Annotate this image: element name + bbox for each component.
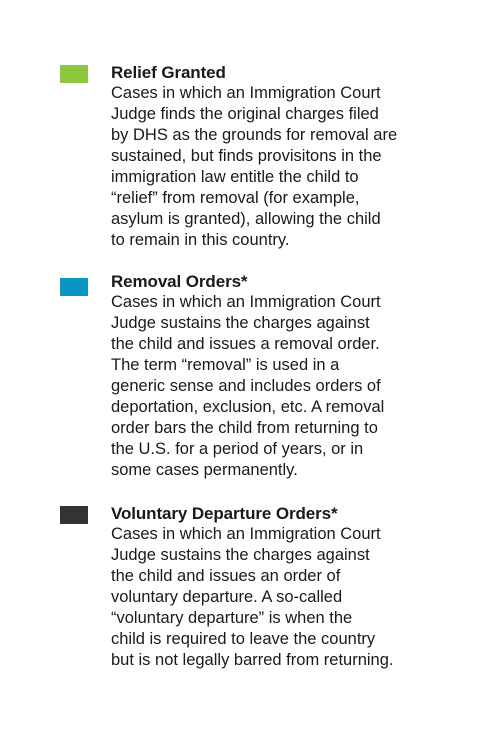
description-line: voluntary departure. A so-called xyxy=(111,588,343,606)
description-line: Cases in which an Immigration Court xyxy=(111,293,381,311)
description-line: deportation, exclusion, etc. A removal xyxy=(111,398,385,416)
entry-description xyxy=(111,292,441,481)
description-line: the child and issues a removal order. xyxy=(111,335,380,353)
description-line: order bars the child from returning to xyxy=(111,419,378,437)
description-line: Judge finds the original charges filed xyxy=(111,105,379,123)
description-line: “relief” from removal (for example, xyxy=(111,189,360,207)
description-line: Judge sustains the charges against xyxy=(111,546,370,564)
entry-title: Relief Granted xyxy=(111,63,226,82)
description-line: asylum is granted), allowing the child xyxy=(111,210,381,228)
description-line: the U.S. for a period of years, or in xyxy=(111,440,364,458)
voluntary-departure-text xyxy=(111,503,441,671)
description-line: child is required to leave the country xyxy=(111,630,376,648)
description-line: sustained, but finds provisitons in the xyxy=(111,147,382,165)
description-line: to remain in this country. xyxy=(111,231,290,249)
description-line: by DHS as the grounds for removal are xyxy=(111,126,398,144)
removal-orders-swatch xyxy=(60,278,88,296)
relief-granted-text xyxy=(111,62,441,251)
description-line: some cases permanently. xyxy=(111,461,298,479)
description-line: the child and issues an order of xyxy=(111,567,341,585)
description-line: “voluntary departure” is when the xyxy=(111,609,353,627)
entry-description xyxy=(111,83,441,251)
description-line: The term “removal” is used in a xyxy=(111,356,340,374)
voluntary-departure-swatch xyxy=(60,506,88,524)
description-line: generic sense and includes orders of xyxy=(111,377,381,395)
removal-orders-text xyxy=(111,271,441,481)
description-line: but is not legally barred from returning. xyxy=(111,651,394,669)
entry-description xyxy=(111,524,441,671)
description-line: Cases in which an Immigration Court xyxy=(111,84,381,102)
description-line: immigration law entitle the child to xyxy=(111,168,359,186)
description-line: Judge sustains the charges against xyxy=(111,314,370,332)
description-line: Cases in which an Immigration Court xyxy=(111,525,381,543)
entry-title: Removal Orders* xyxy=(111,272,248,291)
entry-title: Voluntary Departure Orders* xyxy=(111,504,338,523)
relief-granted-swatch xyxy=(60,65,88,83)
